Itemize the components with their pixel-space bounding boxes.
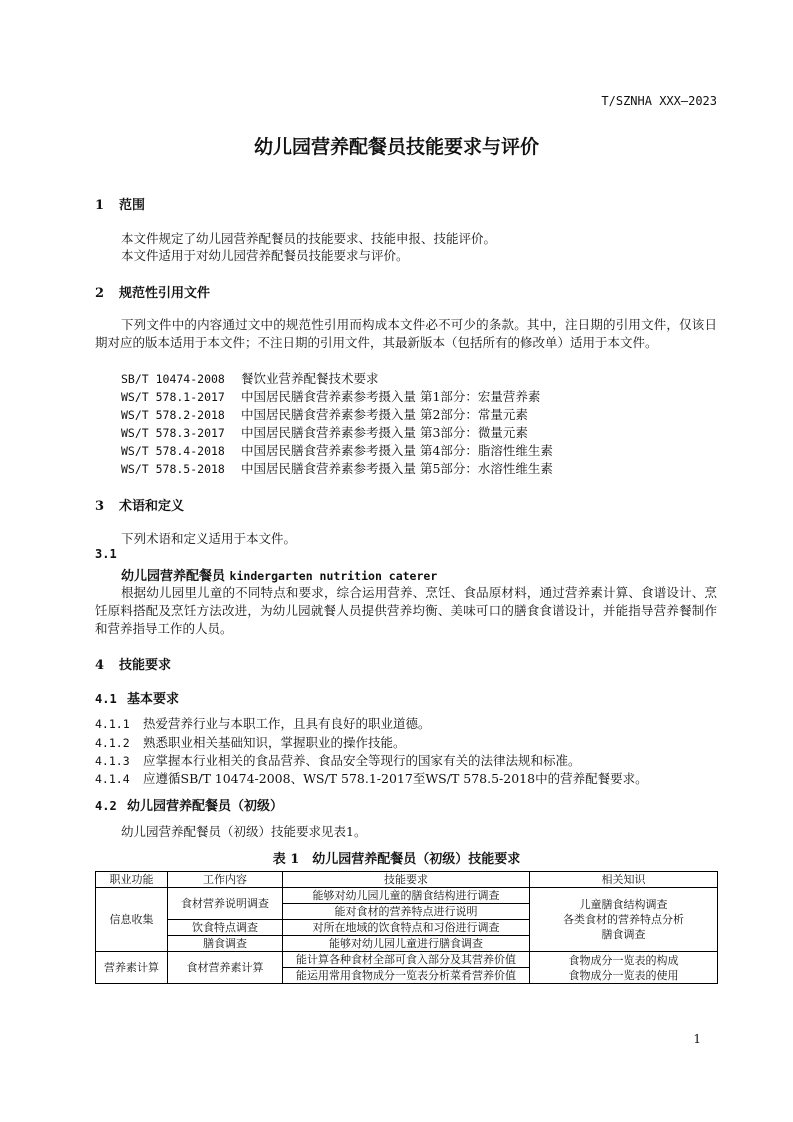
section-number: 3 [95, 499, 105, 514]
section-number: 4 [95, 658, 105, 673]
table-cell: 食材营养素计算 [168, 952, 283, 984]
term-number: 3.1 [95, 547, 117, 561]
table-cell: 膳食调查 [168, 936, 283, 952]
knowledge-line: 各类食材的营养特点分析 [563, 913, 684, 926]
table-cell: 信息收集 [96, 888, 168, 952]
section-number: 1 [95, 198, 105, 213]
table-caption: 表 1 幼儿园营养配餐员（初级）技能要求 [272, 852, 521, 867]
term-english: kindergarten nutrition caterer [229, 569, 438, 583]
section-4-heading [95, 654, 171, 673]
table-cell: 营养素计算 [96, 952, 168, 984]
table-header-row [96, 872, 718, 888]
table-header-cell: 技能要求 [283, 872, 530, 888]
reference-item: WS/T 578.4-2018 中国居民膳食营养素参考摄入量 第4部分：脂溶性维生素 [121, 443, 553, 458]
page-number: 1 [693, 1032, 701, 1046]
paragraph: 下列文件中的内容通过文中的规范性引用而构成本文件必不可少的条款。其中，注日期的引用文件，仅该日期对应的版本适用于本文件；不注日期的引用文件，其最新版本（包括所有的修改单）适用于本文件。 [95, 317, 717, 350]
reference-item: WS/T 578.2-2018 中国居民膳食营养素参考摄入量 第2部分：常量元素 [121, 407, 528, 422]
section-title: 术语和定义 [119, 499, 185, 514]
table-cell: 能够对幼儿园儿童的膳食结构进行调查 [283, 888, 530, 904]
subsection-4-2-heading [95, 795, 283, 814]
section-1-heading [95, 194, 145, 213]
table-cell: 能对食材的营养特点进行说明 [283, 904, 530, 920]
reference-item: SB/T 10474-2008 餐饮业营养配餐技术要求 [121, 371, 379, 386]
table-cell: 能计算各种食材全部可食入部分及其营养价值 [283, 952, 530, 968]
requirement-item: 4.1.4 应遵循SB/T 10474-2008、WS/T 578.1-2017至WS/T 578.5-2018中的营养配餐要求。 [95, 771, 648, 786]
knowledge-line: 食物成分一览表的构成 [568, 953, 679, 967]
paragraph: 幼儿园营养配餐员（初级）技能要求见表1。 [121, 824, 367, 839]
term-definition: 根据幼儿园里儿童的不同特点和要求，综合运用营养、烹饪、食品原材料，通过营养素计算、食谱设计、烹饪原料搭配及烹饪方法改进，为幼儿园就餐人员提供营养均衡、美味可口的膳食食谱设计，并能指导营养餐制作和营养指导工作的人员。 [95, 585, 717, 636]
table-cell: 对所在地域的饮食特点和习俗进行调查 [283, 920, 530, 936]
subsection-number: 4.2 [95, 799, 117, 813]
table-row [96, 952, 718, 968]
subsection-number: 4.1 [95, 692, 117, 706]
paragraph: 本文件规定了幼儿园营养配餐员的技能要求、技能申报、技能评价。 [121, 231, 497, 246]
section-title: 规范性引用文件 [119, 286, 211, 301]
page-title: 幼儿园营养配餐员技能要求与评价 [253, 136, 539, 158]
subsection-title: 幼儿园营养配餐员（初级） [127, 799, 284, 814]
table-cell: 饮食特点调查 [168, 920, 283, 936]
section-number: 2 [95, 286, 105, 301]
section-2-heading [95, 282, 210, 301]
section-title: 范围 [119, 198, 146, 213]
requirement-item: 4.1.2 熟悉职业相关基础知识，掌握职业的操作技能。 [95, 735, 406, 750]
knowledge-line: 膳食调查 [601, 928, 646, 941]
section-title: 技能要求 [119, 658, 172, 673]
knowledge-line: 儿童膳食结构调查 [579, 898, 668, 911]
reference-item: WS/T 578.3-2017 中国居民膳食营养素参考摄入量 第3部分：微量元素 [121, 425, 528, 440]
table-cell [530, 952, 718, 984]
table-header-cell: 职业功能 [96, 872, 168, 888]
paragraph: 本文件适用于对幼儿园营养配餐员技能要求与评价。 [121, 248, 409, 263]
reference-item: WS/T 578.5-2018 中国居民膳食营养素参考摄入量 第5部分：水溶性维生素 [121, 461, 553, 476]
table-cell: 食材营养说明调查 [168, 888, 283, 920]
table-header-cell: 工作内容 [168, 872, 283, 888]
reference-item: WS/T 578.1-2017 中国居民膳食营养素参考摄入量 第1部分：宏量营养素 [121, 389, 541, 404]
subsection-title: 基本要求 [127, 692, 180, 707]
knowledge-line: 食物成分一览表的使用 [568, 968, 679, 982]
table-cell: 能运用常用食物成分一览表分析菜肴营养价值 [283, 968, 530, 984]
requirement-item: 4.1.1 热爱营养行业与本职工作，且具有良好的职业道德。 [95, 716, 431, 731]
skill-requirements-table [95, 871, 718, 984]
document-code: T/SZNHA XXX—2023 [601, 94, 717, 108]
term-heading [121, 565, 437, 584]
table-cell [530, 888, 718, 952]
paragraph: 下列术语和定义适用于本文件。 [121, 531, 297, 546]
table-row [96, 888, 718, 904]
section-3-heading [95, 495, 184, 514]
requirement-item: 4.1.3 应掌握本行业相关的食品营养、食品安全等现行的国家有关的法律法规和标准。 [95, 753, 581, 768]
subsection-4-1-heading [95, 688, 179, 707]
table-header-cell: 相关知识 [530, 872, 718, 888]
table-cell: 能够对幼儿园儿童进行膳食调查 [283, 936, 530, 952]
term-chinese: 幼儿园营养配餐员 [121, 569, 226, 584]
